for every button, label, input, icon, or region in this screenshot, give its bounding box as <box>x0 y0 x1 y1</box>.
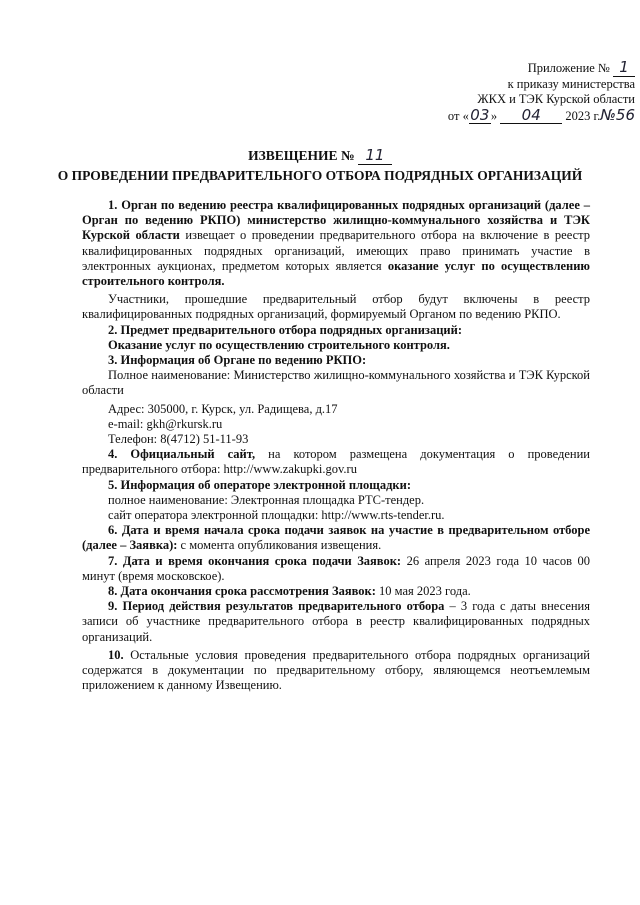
section-6-bold: 6. Дата и время начала срока подачи заявок на участие в предварительном отборе (далее – Заявка): <box>82 523 590 553</box>
section-3-heading <box>82 353 590 368</box>
notice-subtitle: О ПРОВЕДЕНИИ ПРЕДВАРИТЕЛЬНОГО ОТБОРА ПОДРЯДНЫХ ОРГАНИЗАЦИЙ <box>57 168 583 183</box>
section-10 <box>82 648 590 694</box>
appendix-line3: ЖКХ и ТЭК Курской области <box>477 92 635 106</box>
section-3-phone: Телефон: 8(4712) 51-11-93 <box>108 432 249 447</box>
section-5-site: сайт оператора электронной площадки: http://www.rts-tender.ru. <box>108 508 445 523</box>
section-1-text: извещает о проведении предварительного отбора на включение в реестр квалифицированных подрядных организаций, имеющих право принимать участие в электронных аукционах, предметом которых является <box>82 228 590 273</box>
section-4 <box>82 447 590 477</box>
section-10-text: Остальные условия проведения предварительного отбора подрядных организаций содержатся в документации по предварительному отбору, являющемся неотъемлемым приложением к данному Извещению. <box>82 647 590 693</box>
appendix-date-line <box>405 105 635 125</box>
participants-paragraph: Участники, прошедшие предварительный отбор будут включены в реестр квалифицированных подрядных организаций, формируемый Органом по ведению РКПО. <box>82 292 590 322</box>
section-3-name: Полное наименование: Министерство жилищно-коммунального хозяйства и ТЭК Курской области <box>82 368 590 398</box>
section-8-text: 10 мая 2023 года. <box>375 584 471 599</box>
section-7-bold: 7. Дата и время окончания срока подачи Заявок: <box>108 553 402 568</box>
appendix-number-line <box>405 60 635 77</box>
section-3-address: Адрес: 305000, г. Курск, ул. Радищева, д.17 <box>108 401 338 416</box>
section-2-heading-text: 2. Предмет предварительного отбора подрядных организаций: <box>108 322 462 337</box>
section-1-bold: 1. Орган по ведению реестра квалифицированных подрядных организаций (далее – Орган по ведению РКПО) министерство жилищно-коммунального хозяйства и ТЭК Курской области <box>82 198 590 243</box>
section-8-bold: 8. Дата окончания срока рассмотрения Заявок: <box>108 584 376 599</box>
section-7 <box>82 554 590 584</box>
section-3-heading-text: 3. Информация об Органе по ведению РКПО: <box>108 353 367 368</box>
notice-body <box>82 198 590 694</box>
appendix-prefix: Приложение № <box>527 61 610 75</box>
section-5-heading-text: 5. Информация об операторе электронной площадки: <box>108 477 411 492</box>
section-4-text: на котором размещена документация о проведении предварительного отбора: http://www.zakupki.gov.ru <box>82 447 590 477</box>
notice-title <box>0 146 640 165</box>
section-9-bold: 9. Период действия результатов предварительного отбора <box>108 599 445 614</box>
section-4-bold: 4. Официальный сайт, <box>108 447 256 462</box>
appendix-from-prefix: от « <box>447 108 469 123</box>
appendix-block <box>405 60 635 124</box>
section-6 <box>82 523 590 553</box>
appendix-line2: к приказу министерства <box>507 76 635 91</box>
section-2-value-text: Оказание услуг по осуществлению строительного контроля. <box>108 337 450 352</box>
section-10-bold: 10. <box>108 647 124 662</box>
section-5-heading <box>82 478 590 493</box>
section-3-email: e-mail: gkh@rkursk.ru <box>108 416 223 431</box>
section-1 <box>82 198 590 289</box>
notice-number: 11 <box>358 146 392 165</box>
section-7-text: 26 апреля 2023 года 10 часов 00 минут (время московское). <box>82 553 590 583</box>
notice-title-prefix: ИЗВЕЩЕНИЕ № <box>248 148 355 163</box>
section-2-heading <box>82 323 590 338</box>
appendix-year: 2023 г. <box>565 108 601 123</box>
section-6-text: с момента опубликования извещения. <box>177 538 382 553</box>
appendix-day: 03 <box>470 105 490 124</box>
section-2-value <box>82 338 590 353</box>
section-9 <box>82 599 590 645</box>
appendix-day-close: » <box>490 108 498 123</box>
appendix-month: 04 <box>500 108 562 125</box>
section-1-bold-subject: оказание услуг по осуществлению строительного контроля. <box>82 258 590 289</box>
section-8 <box>82 584 590 599</box>
appendix-order-no: №56 <box>600 105 635 124</box>
section-5-name: полное наименование: Электронная площадка РТС-тендер. <box>108 492 425 507</box>
section-9-text: – 3 года с даты внесения записи об участнике предварительного отбора в реестр квалифицированных подрядных организаций. <box>82 599 590 644</box>
appendix-number: 1 <box>613 60 635 77</box>
